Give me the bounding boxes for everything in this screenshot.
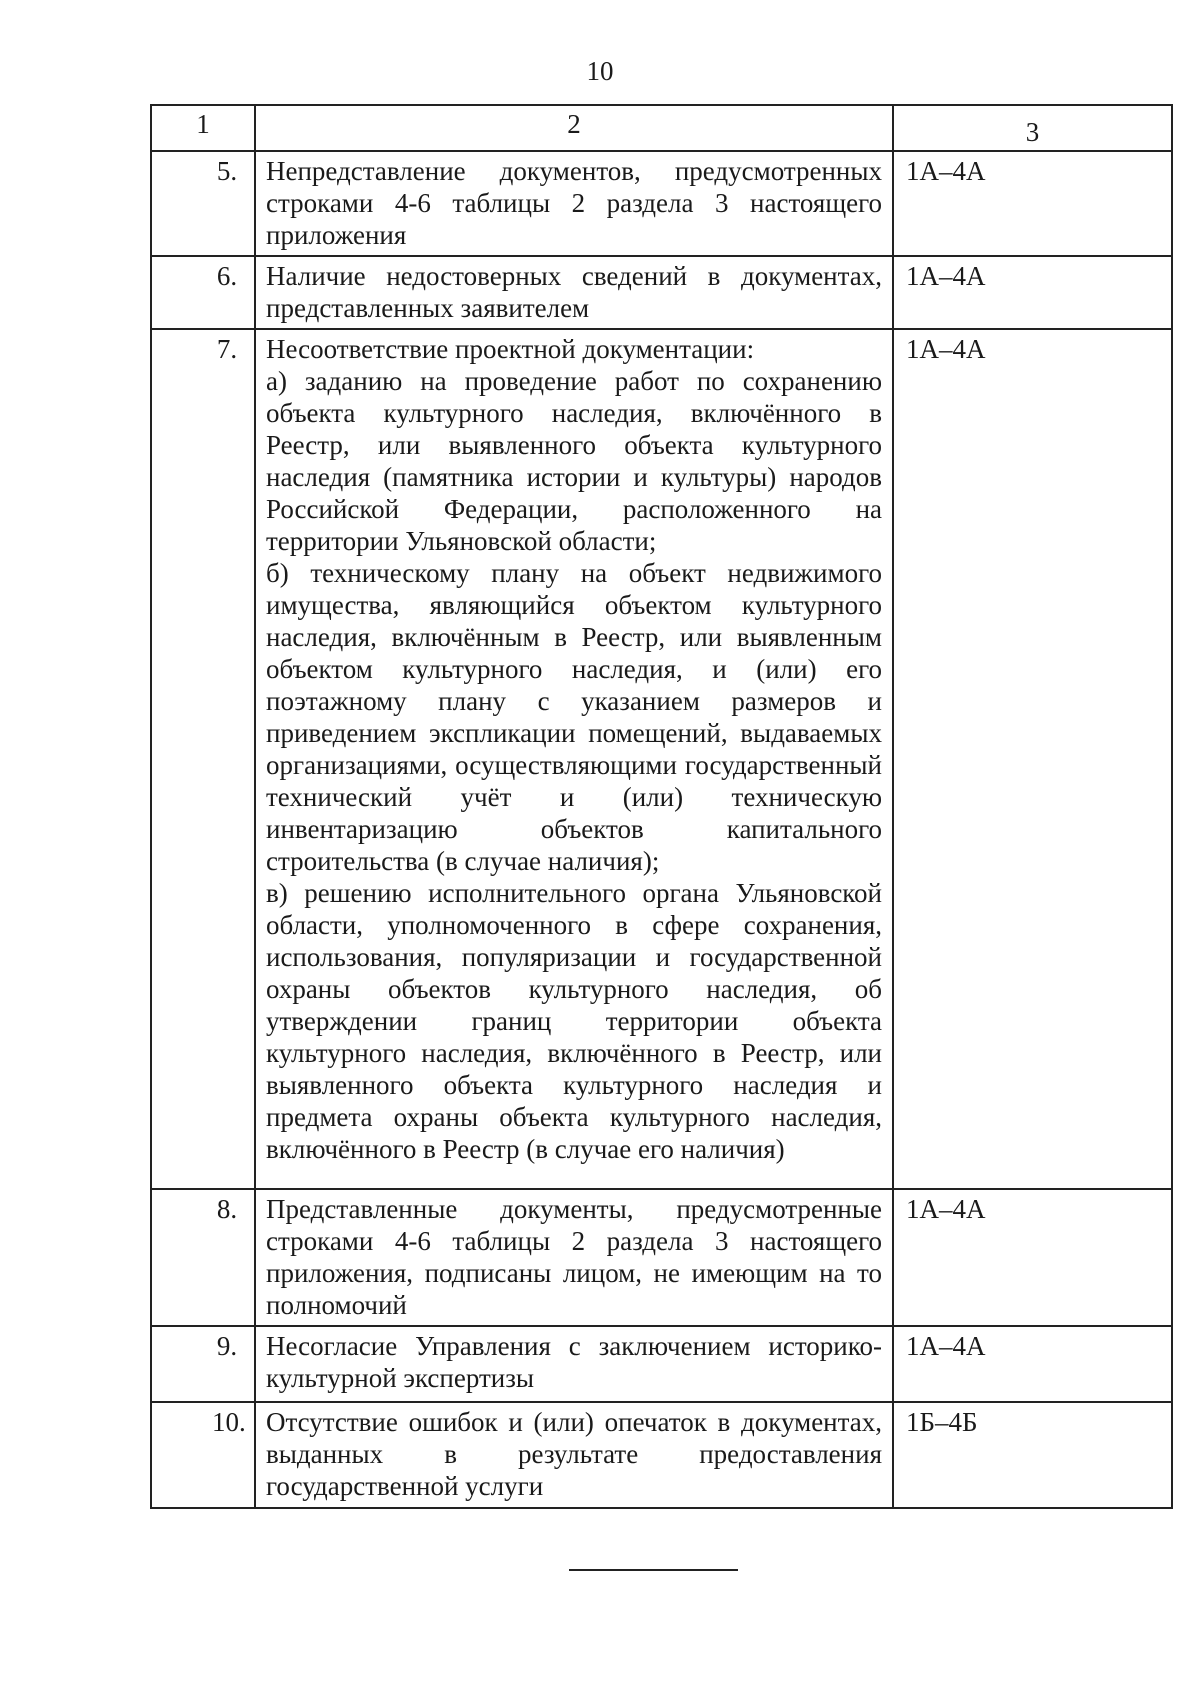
description-paragraph: б) техническому плану на объект недвижимого имущества, являющийся объектом культурного наследия, включённым в Реестр, или выявленным объектом культурного наследия, и (или) его поэтажному плану с указанием размеров и приведением экспликации помещений, выдаваемых организациями, осуществляющими государственный технический учёт и (или) техническую инвентаризацию объектов капитального строительства (в случае наличия); — [266, 558, 882, 876]
table-row — [151, 151, 1172, 256]
row-codes: 1А–4А — [893, 256, 1172, 329]
table-row — [151, 1189, 1172, 1326]
row-number: 8. — [151, 1189, 255, 1326]
description-paragraph: Несоответствие проектной документации: — [266, 334, 755, 364]
table-row — [151, 1326, 1172, 1402]
table-row — [151, 329, 1172, 1189]
row-description — [255, 1402, 893, 1508]
row-number: 7. — [151, 329, 255, 1189]
table-row — [151, 256, 1172, 329]
description-paragraph: а) заданию на проведение работ по сохранению объекта культурного наследия, включённого в Реестр, или выявленного объекта культурного наследия (памятника истории и культуры) народов Российской Федерации, расположенного на территории Ульяновской области; — [266, 366, 882, 556]
table-header-row — [151, 105, 1172, 151]
row-codes: 1А–4А — [893, 1326, 1172, 1402]
description-paragraph: Отсутствие ошибок и (или) опечаток в документах, выданных в результате предоставления государственной услуги — [266, 1407, 882, 1501]
row-description — [255, 151, 893, 256]
row-number: 9. — [151, 1326, 255, 1402]
row-number: 6. — [151, 256, 255, 329]
column-header-1: 1 — [151, 105, 255, 151]
row-description — [255, 329, 893, 1189]
row-codes: 1А–4А — [893, 151, 1172, 256]
row-codes: 1А–4А — [893, 1189, 1172, 1326]
column-header-2: 2 — [255, 105, 893, 151]
row-codes: 1А–4А — [893, 329, 1172, 1189]
row-number: 5. — [151, 151, 255, 256]
row-description — [255, 1326, 893, 1402]
row-description — [255, 256, 893, 329]
description-paragraph: Представленные документы, предусмотренные строками 4-6 таблицы 2 раздела 3 настоящего приложения, подписаны лицом, не имеющим на то полномочий — [266, 1194, 882, 1320]
table-row — [151, 1402, 1172, 1508]
description-paragraph: Наличие недостоверных сведений в документах, представленных заявителем — [266, 261, 882, 323]
row-number: 10. — [151, 1402, 255, 1508]
description-paragraph: в) решению исполнительного органа Ульяновской области, уполномоченного в сфере сохранения, использования, популяризации и государственной охраны объектов культурного наследия, об утверждении границ территории объекта культурного наследия, включённого в Реестр, или выявленного объекта культурного наследия и предмета охраны объекта культурного наследия, включённого в Реестр (в случае его наличия) — [266, 878, 882, 1164]
closing-separator-line — [569, 1569, 738, 1571]
document-table — [150, 104, 1173, 1509]
row-codes: 1Б–4Б — [893, 1402, 1172, 1508]
row-description — [255, 1189, 893, 1326]
description-paragraph: Несогласие Управления с заключением историко-культурной экспертизы — [266, 1331, 882, 1393]
description-paragraph: Непредставление документов, предусмотренных строками 4-6 таблицы 2 раздела 3 настоящего приложения — [266, 156, 882, 250]
page-number: 10 — [586, 56, 614, 86]
column-header-3: 3 — [893, 105, 1172, 151]
